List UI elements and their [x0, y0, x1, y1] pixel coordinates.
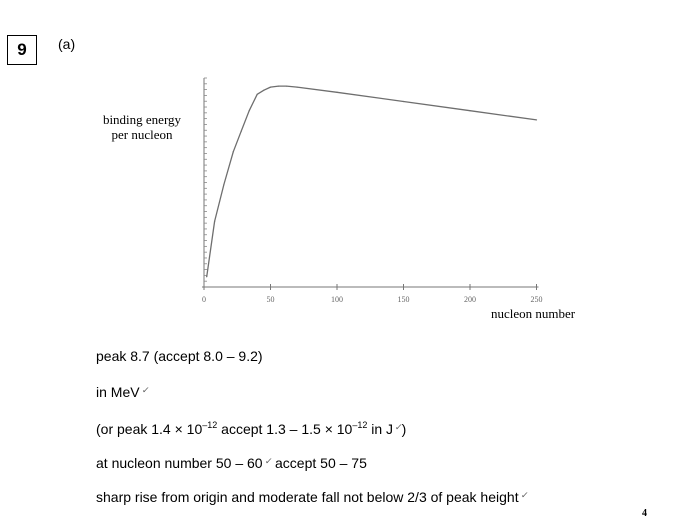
scheme-joules-text-a: (or peak 1.4 × 10 [96, 421, 203, 437]
series-point [403, 101, 404, 102]
series-point [297, 87, 298, 88]
mark-tick-icon: ✓ [140, 385, 150, 395]
scheme-line-joules [96, 420, 406, 437]
exponent-1: –12 [202, 420, 218, 430]
question-number: 9 [17, 40, 27, 59]
scheme-nucleon-text-a: at nucleon number 50 – 60 [96, 455, 263, 471]
chart-series [206, 86, 537, 278]
question-part-label: (a) [58, 36, 76, 52]
scheme-joules-text-d: ) [401, 421, 407, 437]
y-axis-label-line1: binding energy [102, 112, 182, 127]
scheme-nucleon-text-b: accept 50 – 75 [271, 455, 367, 471]
series-point [536, 119, 537, 120]
scheme-joules-text-c: in J [367, 421, 394, 437]
x-tick-label: 0 [202, 295, 206, 304]
mark-tick-icon: ✓ [263, 456, 273, 466]
series-point [223, 184, 224, 185]
scheme-units-text: in MeV [96, 384, 140, 400]
exponent-2: –12 [352, 420, 368, 430]
series-point [257, 94, 258, 95]
series-point [336, 92, 337, 93]
mark-tick-icon: ✓ [519, 490, 529, 500]
series-point [241, 131, 242, 132]
scheme-joules-text-b: accept 1.3 – 1.5 × 10 [217, 421, 353, 437]
series-line [207, 86, 537, 277]
scheme-line-peak [96, 348, 263, 364]
series-point [270, 87, 271, 88]
series-point [206, 276, 207, 277]
x-tick-label: 150 [397, 295, 410, 304]
series-point [214, 221, 215, 222]
x-tick-label: 100 [331, 295, 343, 304]
series-point [263, 90, 264, 91]
x-tick-label: 250 [530, 295, 543, 304]
scheme-line-nucleon [96, 455, 367, 471]
scheme-peak-text: peak 8.7 (accept 8.0 – 9.2) [96, 348, 263, 364]
mark-tick-icon: ✓ [394, 422, 403, 432]
y-axis-label-line2: per nucleon [111, 127, 173, 142]
y-axis [204, 78, 207, 287]
scheme-line-shape [96, 489, 527, 505]
series-point [233, 151, 234, 152]
series-point [249, 110, 250, 111]
scheme-line-units [96, 384, 148, 400]
page-number: 4 [642, 508, 647, 519]
scheme-shape-text: sharp rise from origin and moderate fall not below 2/3 of peak height [96, 489, 519, 505]
x-tick-label: 200 [464, 295, 476, 304]
series-point [286, 86, 287, 87]
x-axis [202, 284, 543, 304]
series-point [469, 110, 470, 111]
x-tick-label: 50 [266, 295, 275, 304]
x-axis-label: nucleon number [490, 306, 576, 321]
series-point [278, 86, 279, 87]
